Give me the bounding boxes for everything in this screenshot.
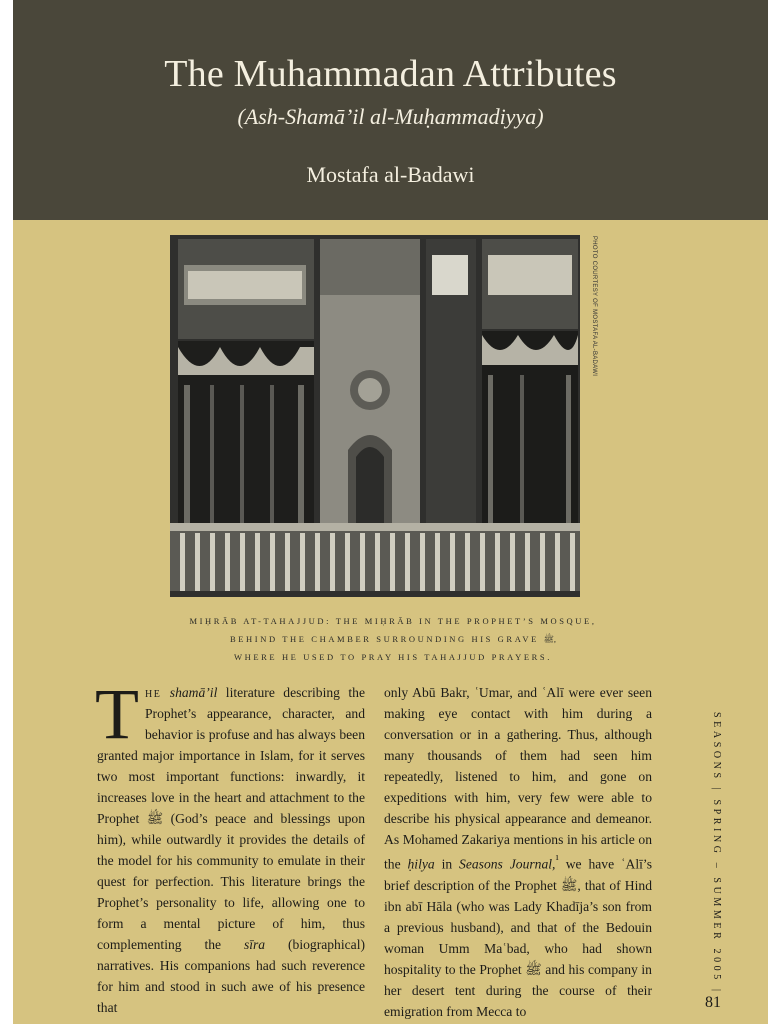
term-sira: sīra (243, 937, 266, 952)
running-head: SEASONS | SPRING – SUMMER 2005 | (711, 712, 722, 995)
author-name: Mostafa al-Badawi (306, 162, 475, 187)
page (13, 0, 768, 1024)
title-banner (13, 0, 768, 220)
article-paragraph (95, 674, 366, 1018)
left-text-body: literature describing the Prophet’s appearance, character, and behavior is profuse and has always been granted major importance in Islam, for it serves two most important functions: inwardly, it increases love in the heart and attachment to the Prophet ﷺ (God’s peace and blessings upon him), while outwardly it provides the details of the model for his community to emulate in their quest for perfection. This literature brings the Prophet’s personality to life, allowing one to form a mental picture of him, thus complementing the (97, 685, 366, 952)
article-paragraph-continued (384, 682, 652, 1022)
lead-smallcaps: he (144, 685, 162, 700)
term-shamail: shamā’il (169, 685, 218, 700)
term-hilya: ḥilya (407, 856, 435, 872)
article-column-left (95, 674, 366, 1018)
left-text-end: (biographical) narratives. His companions had such reverence for him and stood in such awe of his presence that (97, 937, 365, 1015)
photo-caption (113, 612, 673, 666)
caption-line-3: WHERE HE USED TO PRAY HIS TAHAJJUD PRAYERS. (234, 652, 552, 662)
caption-line-2: BEHIND THE CHAMBER SURROUNDING HIS GRAVE ﷺ, (229, 634, 556, 644)
photo-credit: PHOTO COURTESY OF MOSTAFA AL-BADAWI (591, 236, 597, 377)
right-text-start: only Abū Bakr, ʿUmar, and ʿAlī were ever seen making eye contact with him during a conversation or in a gathering. Thus, although many thousands of them had seen him repeatedly, listened to him, and gone on expeditions with him, very few were able to describe his physical appearance and demeanor. As Mohamed Zakariya mentions in his article on the (384, 685, 652, 872)
drop-cap: T (95, 674, 139, 754)
article-subtitle: (Ash-Shamā’il al-Muḥammadiyya) (237, 104, 544, 129)
mihrab-photo-illustration (170, 235, 580, 597)
mihrab-photo (170, 235, 580, 597)
right-text-end: we have ʿAlī’s brief description of the Prophet ﷺ, that of Hind ibn abī Hāla (who was Lady Khadīja’s son from a previous husband), and that of the Bedouin woman Umm Maʿbad, who had shown hospitality to the Prophet ﷺ and his company in her desert tent during the course of their emigration from Mecca to (384, 856, 652, 1019)
page-number: 81 (705, 994, 721, 1011)
article-title: The Muhammadan Attributes (164, 53, 617, 95)
right-text-in: in (434, 856, 460, 872)
article-column-right (384, 682, 652, 1022)
footnote-marker[interactable]: ¹ (555, 854, 559, 866)
caption-line-1: MIḤRĀB AT-TAHAJJUD: THE MIḤRĀB IN THE PROPHET’S MOSQUE, (189, 616, 597, 626)
journal-title: Seasons Journal, (459, 856, 556, 872)
